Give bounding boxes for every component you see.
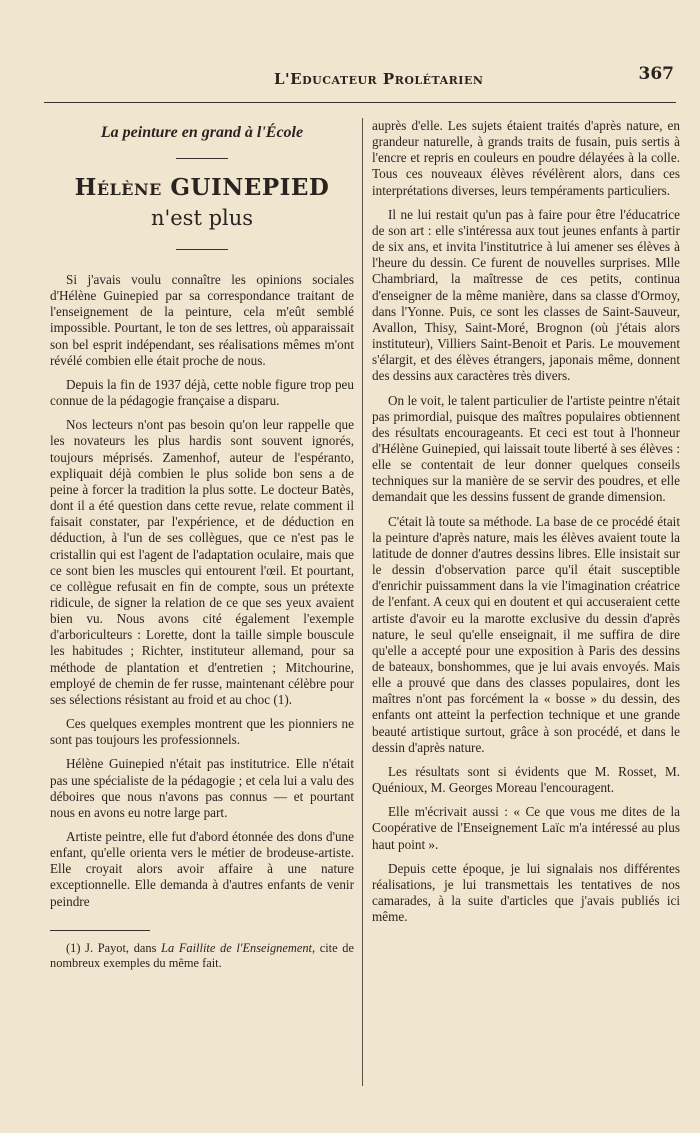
paragraph: Ces quelques exemples montrent que les pionniers ne sont pas toujours les professionnels.: [50, 716, 354, 748]
headline-line-2: n'est plus: [150, 206, 254, 230]
paragraph: Depuis cette époque, je lui signalais nos différentes réalisations, je lui transmettais les tentatives de nos camarades, à la suite d'articles que j'avais publiés ici même.: [372, 860, 680, 925]
paragraph: Nos lecteurs n'ont pas besoin qu'on leur rappelle que les novateurs les plus hardis sont souvent ignorés, toujours méprisés. Zamenhof, auteur de l'espéranto, expliquait déjà combien le plus solide bon sens a de peine à forcer la tradition la plus sotte. Le docteur Batès, dont il a été question dans cette revue, relate comment il faisait constater, par l'expérience, et de déduction en déduction, à l'un de ses collègues, que ce n'est pas le cristallin qui est l'agent de l'adaptation oculaire, mais que ce sont bien les muscles qui entourent l'œil. Et pourtant, ce collègue refusait en fin de compte, sous un prétexte ridicule, de signer la relation de ce que ses yeux avaient bien vu. Nous avons cité également l'exemple d'arboriculteurs : Lorette, dont la taille simple bouscule les habitudes ; Richter, instituteur allemand, pour sa méthode de plantation et d'entretien ; Mitchourine, employé de chemin de fer russe, maintenant célèbre pour ses sélections résistant au froid et au choc (1).: [50, 417, 354, 707]
page-header: [44, 62, 676, 103]
paragraph: Il ne lui restait qu'un pas à faire pour être l'éducatrice de son art : elle s'intéressa aux tout jeunes enfants à partir de six ans, et invita l'institutrice à lui amener ses élèves à l'heure du dessin. Ce furent de nouvelles surprises. Mlle Chambriard, la maîtresse de ces petits, continua d'enseigner de la même manière, dans sa classe d'Ormoy, dans l'Yonne. Puis, ce sont les classes de Saint-Sauveur, Avallon, Thisy, Saint-Moré, Brognon (où j'étais alors instituteur), Villiers Saint-Benoit et Paris. Le mouvement s'élargit, et des élèves étrangers, japonais même, donnent des dessins aux caractères très divers.: [372, 206, 680, 384]
footnote-prefix: (1) J. Payot, dans: [66, 940, 162, 955]
paragraph-continued: auprès d'elle. Les sujets étaient traités d'après nature, en grandeur naturelle, à grands traits de fusain, puis sertis à l'encre et repris en couleurs en poudre délayées à la colle. Tous ces nouveaux élèves révélèrent alors, dans ces interprétations diverses, leurs tempéraments particuliers.: [372, 118, 680, 198]
column-divider: [362, 118, 363, 1086]
paragraph: On le voit, le talent particulier de l'artiste peintre n'était pas primordial, puisque des maîtres populaires obtiennent des résultats encourageants. Et ceci est tout à l'honneur d'Hélène Guinepied, qui laissait toute liberté à ses élèves : elle se contentait de leur donner quelques conseils techniques sur la manière de se servir des poudres, et elle demandait que les dessins fussent de grande dimension.: [372, 392, 680, 505]
running-head: L'Educateur Prolétarien: [274, 70, 484, 88]
footnote-divider: [50, 930, 150, 931]
headline-divider: [176, 249, 228, 250]
right-column: [372, 118, 680, 933]
headline: [50, 173, 354, 233]
paragraph: Depuis la fin de 1937 déjà, cette noble figure trop peu connue de la pédagogie française a disparu.: [50, 376, 354, 409]
paragraph: Elle m'écrivait aussi : « Ce que vous me dites de la Coopérative de l'Enseignement Laïc m'a intéressé au plus haut point ».: [372, 804, 680, 852]
footnote: [50, 941, 354, 971]
paragraph: Les résultats sont si évidents que M. Rosset, M. Quénioux, M. Georges Moreau l'encouragent.: [372, 763, 680, 796]
left-column: [50, 118, 354, 979]
headline-line-1: Hélène GUINEPIED: [74, 174, 330, 201]
page-number: 367: [638, 64, 674, 84]
title-divider: [176, 158, 228, 159]
paragraph: Si j'avais voulu connaître les opinions sociales d'Hélène Guinepied par sa correspondance traitant de l'enseignement de la peinture, cela m'eût semblé impossible. Pourtant, le ton de ses lettres, où apparaissait son bel esprit indépendant, ses réalisations mêmes m'ont révélé combien elle était proche de nous.: [50, 272, 354, 368]
footnote-suffix: cite de nombreux exemples du même fait.: [50, 940, 354, 970]
paragraph: Hélène Guinepied n'était pas institutrice. Elle n'était pas une spécialiste de la pédagogie ; et cela lui a valu des déboires que nous n'avons pas connus — et pourtant nous en avons eu notre large part.: [50, 756, 354, 820]
section-title: La peinture en grand à l'École: [100, 124, 304, 141]
paragraph: Artiste peintre, elle fut d'abord étonnée des dons d'une enfant, qu'elle orienta vers le métier de brodeuse-artiste. Elle croyait alors avoir affaire à une nature exceptionnelle. Elle demanda à d'autres enfants de venir peindre: [50, 829, 354, 909]
paragraph: C'était là toute sa méthode. La base de ce procédé était la peinture d'après nature, mais les élèves avaient toute la latitude de donner d'autres dessins libres. Elle insistait sur le dessin d'observation parce qu'il était susceptible d'enrichir puissamment dans la vie l'imagination créatrice de l'enfant. A ceux qui en doutent et qui accuseraient cette artiste d'avoir eu la marotte exclusive du dessin d'après nature, le seul qu'elle enseignait, il me suffira de dire qu'elle a accepté pour une exposition à Paris des dessins de bateaux, bonshommes, que je lui avais envoyés. Mais elle a prouvé que dans des classes populaires, dont les maîtres n'ont pas forcément la « bosse » du dessin, des enfants ont atteint la perfection technique et une grande beauté artistique surtout, grâce à son procédé, et dans le dessin d'après nature.: [372, 513, 680, 755]
footnote-book-title: La Faillite de l'Enseignement,: [161, 940, 316, 955]
